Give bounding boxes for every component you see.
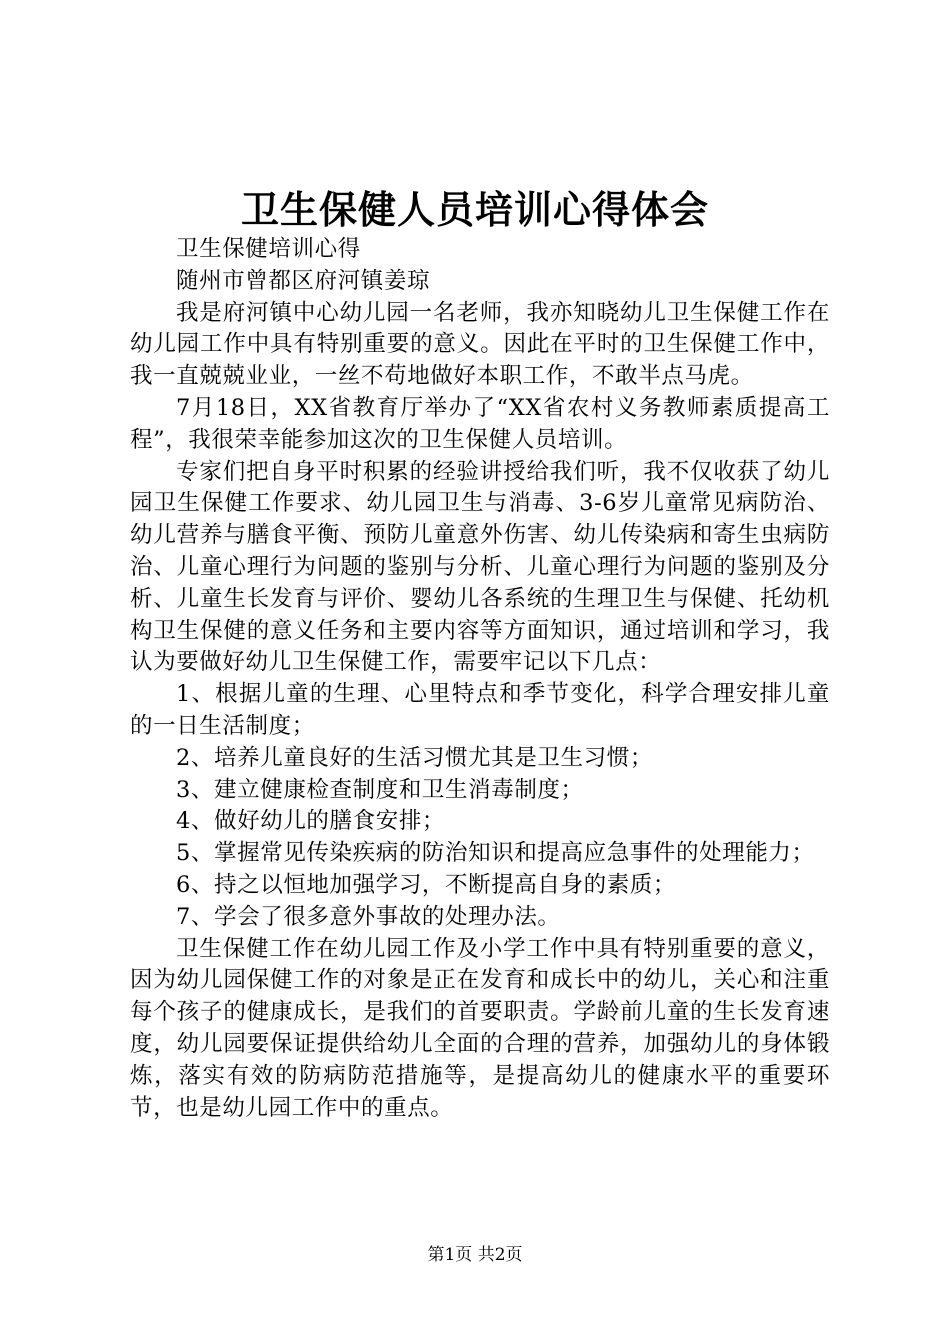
- paragraph-author: 随州市曾都区府河镇姜琼: [176, 267, 431, 294]
- paragraph-subtitle: 卫生保健培训心得: [176, 236, 361, 262]
- paragraph: 7月18日，XX省教育厅举办了“XX省农村义务教师素质提高工程”，我很荣幸能参加这次的卫生保健人员培训。: [130, 394, 830, 453]
- list-item: 3、建立健康检查制度和卫生消毒制度；: [176, 776, 584, 803]
- list-item: 2、培养儿童良好的生活习惯尤其是卫生习惯；: [176, 744, 653, 771]
- paragraph: 我是府河镇中心幼儿园一名老师，我亦知晓幼儿卫生保健工作在幼儿园工作中具有特别重要的意义。因此在平时的卫生保健工作中，我一直兢兢业业，一丝不苟地做好本职工作，不敢半点马虎。: [130, 299, 830, 390]
- page-number-footer: 第1页 共2页: [427, 1245, 523, 1265]
- list-item: 5、掌握常见传染疾病的防治知识和提高应急事件的处理能力；: [176, 840, 815, 867]
- list-item: 4、做好幼儿的膳食安排；: [176, 808, 446, 835]
- document-body: [130, 234, 830, 1124]
- paragraph: 卫生保健工作在幼儿园工作及小学工作中具有特别重要的意义，因为幼儿园保健工作的对象是正在发育和成长中的幼儿，关心和注重每个孩子的健康成长，是我们的首要职责。学龄前儿童的生长发育速度，幼儿园要保证提供给幼儿全面的合理的营养，加强幼儿的身体锻炼，落实有效的防病防范措施等，是提高幼儿的健康水平的重要环节，也是幼儿园工作中的重点。: [130, 935, 830, 1121]
- list-item: 7、学会了很多意外事故的处理办法。: [176, 903, 561, 930]
- list-item: 6、持之以恒地加强学习，不断提高自身的素质；: [176, 871, 677, 898]
- document-title: 卫生保健人员培训心得体会: [240, 187, 709, 232]
- paragraph: 专家们把自身平时积累的经验讲授给我们听，我不仅收获了幼儿园卫生保健工作要求、幼儿园卫生与消毒、3-6岁儿童常见病防治、幼儿营养与膳食平衡、预防儿童意外伤害、幼儿传染病和寄生虫病防治、儿童心理行为问题的鉴别与分析、儿童心理行为问题的鉴别及分析、儿童生长发育与评价、婴幼儿各系统的生理卫生与保健、托幼机构卫生保健的意义任务和主要内容等方面知识，通过培训和学习，我认为要做好幼儿卫生保健工作，需要牢记以下几点：: [130, 458, 830, 676]
- list-item: 1、根据儿童的生理、心里特点和季节变化，科学合理安排儿童的一日生活制度；: [130, 681, 830, 739]
